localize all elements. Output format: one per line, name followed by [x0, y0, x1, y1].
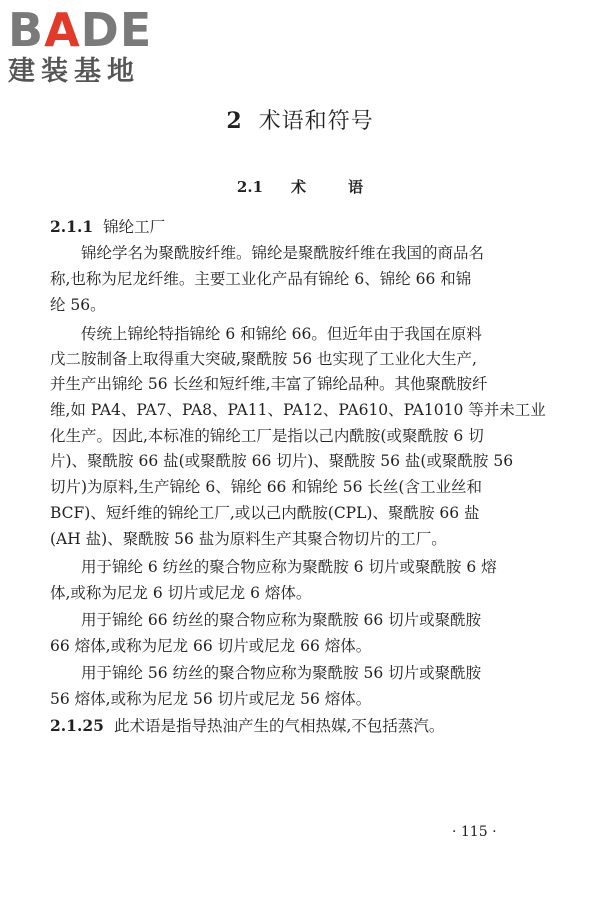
clause-number: 2.1.1	[50, 217, 94, 236]
paragraph-line: 戊二胺制备上取得重大突破,聚酰胺 56 也实现了工业化大生产,	[50, 350, 477, 368]
logo-letter-accent: A	[44, 3, 81, 57]
paragraph-line: 用于锦纶 66 纺丝的聚合物应称为聚酰胺 66 切片或聚酰胺	[81, 611, 482, 629]
clause-text: 此术语是指导热油产生的气相热媒,不包括蒸汽。	[113, 717, 445, 735]
logo-subtitle: 建装基地	[8, 56, 140, 87]
paragraph-line: 56 熔体,或称为尼龙 56 切片或尼龙 56 熔体。	[50, 690, 372, 708]
paragraph-line: 锦纶学名为聚酰胺纤维。锦纶是聚酰胺纤维在我国的商品名	[81, 244, 485, 262]
clause-2-1-25	[50, 714, 444, 736]
section-title-char-2: 语	[348, 178, 364, 196]
paragraph-line: 体,或称为尼龙 6 切片或尼龙 6 熔体。	[50, 584, 312, 602]
logo-letter: B	[8, 3, 45, 57]
paragraph-line: BCF)、短纤维的锦纶工厂,或以己内酰胺(CPL)、聚酰胺 66 盐	[50, 504, 480, 522]
paragraph-line: 片)、聚酰胺 66 盐(或聚酰胺 66 切片)、聚酰胺 56 盐(或聚酰胺 56	[50, 452, 514, 470]
paragraph-line: 并生产出锦纶 56 长丝和短纤维,丰富了锦纶品种。其他聚酰胺纤	[50, 375, 488, 393]
chapter-number: 2	[226, 108, 243, 134]
section-heading	[0, 176, 600, 197]
logo-wordmark	[8, 3, 178, 57]
paragraph-line: 传统上锦纶特指锦纶 6 和锦纶 66。但近年由于我国在原料	[81, 325, 482, 343]
clause-title: 锦纶工厂	[103, 218, 166, 236]
logo-letters: DE	[80, 3, 153, 57]
paragraph-line: 化生产。因此,本标准的锦纶工厂是指以己内酰胺(或聚酰胺 6 切	[50, 427, 484, 445]
clause-2-1-1-heading	[50, 215, 165, 237]
clause-number: 2.1.25	[50, 716, 104, 735]
chapter-heading	[0, 104, 600, 135]
paragraph-line: 切片)为原料,生产锦纶 6、锦纶 66 和锦纶 56 长丝(含工业丝和	[50, 478, 482, 496]
page-number: · 115 ·	[452, 824, 497, 840]
paragraph-line: 纶 56。	[50, 296, 106, 314]
paragraph-line: 用于锦纶 56 纺丝的聚合物应称为聚酰胺 56 切片或聚酰胺	[81, 664, 482, 682]
section-number: 2.1	[236, 178, 264, 196]
section-title-char-1: 术	[291, 178, 307, 196]
paragraph-line: 维,如 PA4、PA7、PA8、PA11、PA12、PA610、PA1010 等并未工业	[50, 401, 546, 419]
paragraph-line: 66 熔体,或称为尼龙 66 切片或尼龙 66 熔体。	[50, 637, 372, 655]
paragraph-line: 称,也称为尼龙纤维。主要工业化产品有锦纶 6、锦纶 66 和锦	[50, 270, 472, 288]
publisher-logo	[8, 3, 178, 88]
paragraph-line: 用于锦纶 6 纺丝的聚合物应称为聚酰胺 6 切片或聚酰胺 6 熔	[81, 558, 497, 576]
paragraph-line: (AH 盐)、聚酰胺 56 盐为原料生产其聚合物切片的工厂。	[50, 530, 447, 548]
chapter-title: 术语和符号	[258, 109, 374, 134]
